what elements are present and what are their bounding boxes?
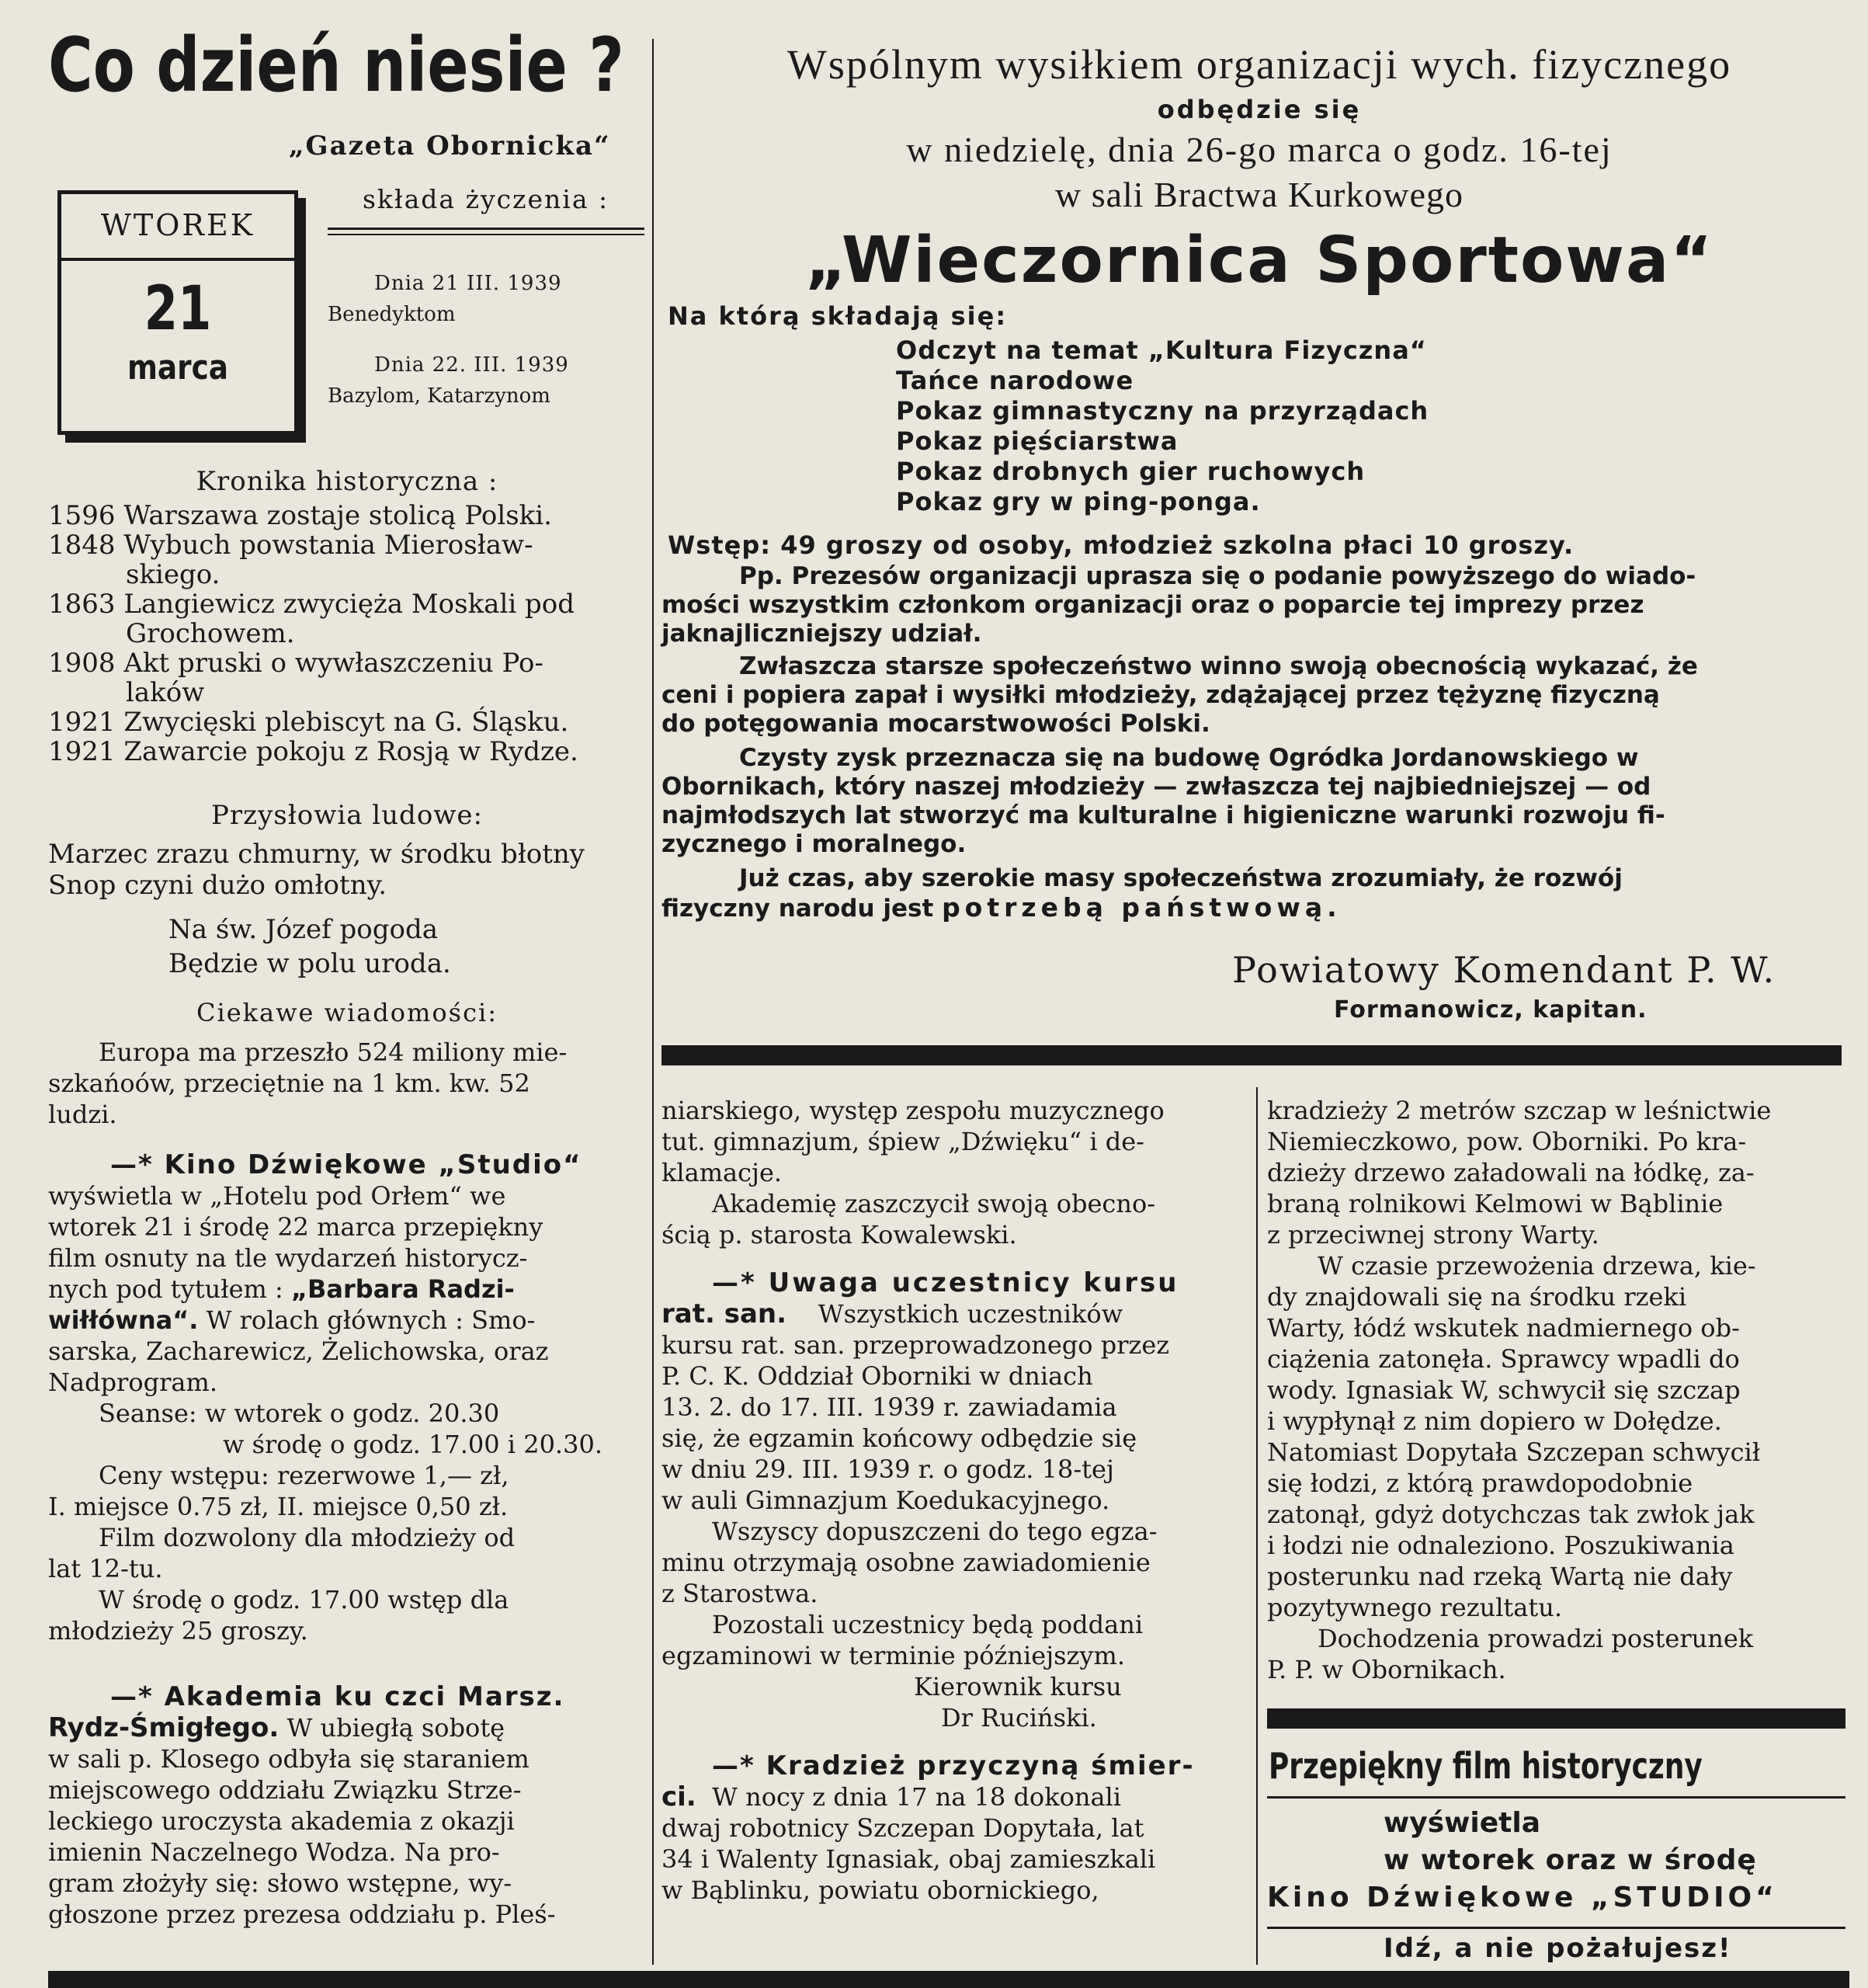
chronicle-entry (48, 648, 646, 678)
nameday-names: Bazylom, Katarzynom (328, 384, 550, 408)
event-para-2 (661, 652, 1853, 739)
col2-line: niarskiego, występ zespołu muzycznego (661, 1096, 1165, 1125)
signature-name: Formanowicz, kapitan. (1334, 996, 1648, 1024)
kino-line (48, 1274, 646, 1305)
event-program (896, 335, 1429, 517)
akademia-line: głoszone przez prezesa oddziału p. Pleś- (48, 1899, 556, 1929)
chronicle-cont: Grochowem. (126, 618, 295, 649)
col3-line: kradzieży 2 metrów szczap w leśnictwie (1267, 1096, 1772, 1125)
kino-line: Nadprogram. (48, 1368, 217, 1397)
program-item: Pokaz gry w ping-ponga. (896, 487, 1261, 516)
uwaga-headline: —* Uwaga uczestnicy kursu (712, 1267, 1179, 1298)
para-text: fizyczny narodu jest (661, 895, 934, 923)
col2-line: egzaminowi w terminie późniejszym. (661, 1641, 1125, 1670)
akademia-line (48, 1712, 646, 1743)
kino-line: Seanse: w wtorek o godz. 20.30 (99, 1399, 500, 1428)
col2-line: z Starostwa. (661, 1579, 818, 1608)
event-para-4 (661, 864, 1853, 923)
chronicle-year: 1921 (48, 736, 116, 767)
kino-text: nych pod tytułem : (48, 1274, 283, 1304)
kino-line: film osnuty na tle wydarzeń historycz- (48, 1243, 528, 1273)
para-line: do potęgowania mocarstwowości Polski. (661, 710, 1210, 738)
chronicle-year: 1921 (48, 707, 116, 738)
col3-line: i wypłynął z nim dopiero w Dołędze. (1267, 1406, 1722, 1436)
chronicle-list (48, 501, 646, 766)
announcement (661, 0, 1857, 1056)
kino-line: młodzieży 25 groszy. (48, 1616, 308, 1646)
kradziez-headline: —* Kradzież przyczyną śmier- (712, 1750, 1195, 1781)
col3-line: posterunku nad rzeką Wartą nie dały (1267, 1562, 1733, 1591)
chronicle-entry (48, 530, 646, 560)
curiosities-title: Ciekawe wiadomości: (196, 998, 498, 1027)
uwaga-headline-cont: rat. san. (661, 1298, 787, 1329)
event-entry-fee: Wstęp: 49 groszy od osoby, młodzież szkolna płaci 10 groszy. (668, 530, 1575, 560)
col3-line: się łodzi, z którą prawdopodobnie (1267, 1468, 1693, 1498)
kino-line: w środę o godz. 17.00 i 20.30. (223, 1430, 602, 1459)
kino-film-title: wiłłówna“. (48, 1305, 199, 1335)
program-item: Tańce narodowe (896, 366, 1134, 395)
col2-line: w auli Gimnazjum Koedukacyjnego. (661, 1486, 1110, 1515)
chronicle-text: Langiewicz zwycięża Moskali pod (123, 589, 575, 620)
nameday-1 (328, 268, 562, 330)
nameday-date: Dnia 22. III. 1939 (374, 353, 569, 377)
film-advert (1267, 1736, 1845, 1969)
chronicle-year: 1908 (48, 648, 116, 679)
page-bottom-rule (48, 1971, 1849, 1988)
chronicle-cont: laków (126, 677, 205, 708)
chronicle-entry (48, 737, 646, 766)
para-line: jaknajliczniejszy udział. (661, 620, 982, 648)
calendar-day: 21 (144, 274, 212, 344)
chronicle-cont: skiego. (126, 559, 220, 590)
para-line: najmłodszych lat stworzyć ma kulturalne i higieniczne warunki rozwoju fi- (661, 801, 1665, 829)
kino-line: Ceny wstępu: rezerwowe 1,— zł, (99, 1461, 509, 1490)
column-rule-left (652, 39, 654, 1965)
kino-line: W środę o godz. 17.00 wstęp dla (99, 1585, 509, 1614)
kino-line: Film dozwolony dla młodzieży od (99, 1523, 516, 1552)
akademia-text: W ubiegłą sobotę (286, 1713, 505, 1743)
nameday-date: Dnia 21 III. 1939 (374, 272, 562, 295)
calendar-month: marca (127, 348, 229, 388)
chronicle-text: Zawarcie pokoju z Rosją w Rydze. (123, 736, 578, 767)
nameday-2 (328, 349, 569, 412)
col2-line: P. C. K. Oddział Oborniki w dniach (661, 1361, 1093, 1391)
proverb-line: Snop czyni dużo omłotny. (48, 870, 387, 901)
kino-line: sarska, Zacharewicz, Żelichowska, oraz (48, 1336, 549, 1366)
chronicle-title: Kronika historyczna : (196, 466, 498, 497)
ad-line-4: Idź, a nie pożałujesz! (1384, 1933, 1732, 1964)
proverbs-2 (168, 912, 451, 981)
chronicle-entry (48, 589, 646, 619)
akademia-line: leckiego uroczysta akademia z okazji (48, 1806, 515, 1836)
program-item: Pokaz pięściarstwa (896, 426, 1179, 456)
col2-line: dwaj robotnicy Szczepan Dopytała, lat (661, 1813, 1144, 1843)
wishes-rule-2 (328, 234, 644, 235)
col3-line: Warty, łódź wskutek nadmiernego ob- (1267, 1313, 1740, 1343)
event-title: „Wieczornica Sportowa“ (804, 224, 1714, 297)
event-intro: Na którą składają się: (668, 301, 1008, 331)
proverbs-title: Przysłowia ludowe: (211, 800, 483, 831)
wishes-label: składa życzenia : (363, 184, 609, 214)
kino-line: lat 12-tu. (48, 1554, 163, 1583)
kino-text: W rolach głównych : Smo- (206, 1305, 536, 1335)
col3-line: Dochodzenia prowadzi posterunek (1318, 1624, 1754, 1653)
masthead-subtitle: „Gazeta Obornicka“ (289, 130, 611, 162)
curiosities-line: szkańoów, przeciętnie na 1 km. kw. 52 (48, 1069, 530, 1098)
akademia-line: imienin Naczelnego Wodza. Na pro- (48, 1837, 500, 1867)
para-line: Zwłaszcza starsze społeczeństwo winno swoją obecnością wykazać, że (739, 652, 1698, 680)
chronicle-year: 1848 (48, 530, 116, 561)
ad-line-2: w wtorek oraz w środę (1384, 1844, 1757, 1876)
proverb-line: Będzie w polu uroda. (168, 948, 451, 979)
chronicle-text: Wybuch powstania Mierosław- (123, 530, 533, 561)
col3-line: W czasie przewożenia drzewa, kie- (1318, 1251, 1756, 1281)
col2-line: Akademię zaszczycił swoją obecno- (712, 1189, 1156, 1218)
chronicle-text: Zwycięski plebiscyt na G. Śląsku. (123, 707, 569, 738)
para-line: Czysty zysk przeznacza się na budowę Ogródka Jordanowskiego w (739, 744, 1639, 772)
nameday-names: Benedyktom (328, 303, 456, 326)
akademia-line: w sali p. Klosego odbyła się staraniem (48, 1744, 529, 1774)
kino-line: wtorek 21 i środę 22 marca przepiękny (48, 1212, 543, 1242)
akademia-headline: —* Akademia ku czci Marsz. (110, 1681, 565, 1712)
wishes-rule (328, 228, 644, 230)
col2-line: Pozostali uczestnicy będą poddani (712, 1610, 1144, 1639)
col3-line: P. P. w Obornikach. (1267, 1655, 1506, 1684)
signature-title: Powiatowy Komendant P. W. (1232, 949, 1776, 991)
ad-title-rule (1267, 1796, 1845, 1799)
para-line: Obornikach, który naszej młodzieży — zwłaszcza tej najbiedniejszej — od (661, 773, 1651, 801)
program-item: Odczyt na temat „Kultura Fizyczna“ (896, 335, 1427, 365)
akademia-headline-cont: Rydz-Śmigłego. (48, 1712, 280, 1743)
chronicle-entry (48, 501, 646, 530)
kino-line: I. miejsce 0.75 zł, II. miejsce 0,50 zł. (48, 1492, 509, 1521)
announcement-line-2: odbędzie się (1157, 95, 1362, 124)
para-emphasis: potrzebą państwową. (942, 892, 1342, 923)
col2-line: tut. gimnazjum, śpiew „Dźwięku“ i de- (661, 1127, 1144, 1156)
akademia-article (48, 1681, 646, 1930)
akademia-line: miejscowego oddziału Związku Strze- (48, 1775, 522, 1805)
masthead-title: Co dzień niesie ? (48, 22, 624, 109)
col2-line: minu otrzymają osobne zawiadomienie (661, 1548, 1151, 1577)
announcement-line-1: Wspólnym wysiłkiem organizacji wych. fizycznego (786, 41, 1732, 88)
ad-top-rule (1267, 1708, 1845, 1729)
chronicle-text: Akt pruski o wywłaszczeniu Po- (123, 648, 543, 679)
col3-line: wody. Ignasiak W, schwycił się szczap (1267, 1375, 1741, 1405)
para-line: mości wszystkim członkom organizacji oraz o poparcie tej imprezy przez (661, 591, 1644, 619)
akademia-line: gram złożyły się: słowo wstępne, wy- (48, 1868, 512, 1898)
chronicle-year: 1596 (48, 500, 116, 531)
col3-line: zatonął, gdyż dotychczas tak zwłok jak (1267, 1500, 1755, 1529)
col3-line: braną rolnikowi Kelmowi w Bąblinie (1267, 1189, 1724, 1218)
col2-line: klamacje. (661, 1158, 783, 1187)
event-para-1 (661, 562, 1853, 648)
program-item: Pokaz drobnych gier ruchowych (896, 457, 1366, 486)
col3-line: z przeciwnej strony Warty. (1267, 1220, 1599, 1249)
curiosities-body (48, 1037, 567, 1130)
para-line: zycznego i moralnego. (661, 830, 967, 858)
ad-line-1: wyświetla (1384, 1807, 1541, 1839)
para-line: Już czas, aby szerokie masy społeczeństwa zrozumiały, że rozwój (739, 864, 1623, 892)
col3-line: Niemieczkowo, pow. Oborniki. Po kra- (1267, 1127, 1747, 1156)
program-item: Pokaz gimnastyczny na przyrządach (896, 396, 1429, 426)
curiosities-line: ludzi. (48, 1100, 117, 1129)
chronicle-text: Warszawa zostaje stolicą Polski. (123, 500, 552, 531)
middle-column (661, 1095, 1248, 1906)
kino-line (48, 1305, 646, 1336)
announcement-line-3: w niedzielę, dnia 26-go marca o godz. 16-tej (906, 130, 1613, 169)
curiosities-line: Europa ma przeszło 524 miliony mie- (99, 1037, 568, 1067)
kino-line: wyświetla w „Hotelu pod Orłem“ we (48, 1181, 506, 1211)
col3-line: Natomiast Dopytała Szczepan schwycił (1267, 1437, 1761, 1467)
kradziez-headline-cont: ci. (661, 1781, 696, 1812)
col2-line: kursu rat. san. przeprowadzonego przez (661, 1330, 1170, 1360)
col3-line: ciążenia zatonęła. Sprawcy wpadli do (1267, 1344, 1740, 1374)
col2-line (661, 1781, 1248, 1812)
para-line: ceni i popiera zapał i wysiłki młodzieży, zdążającej przez tężyznę fizyczną (661, 681, 1660, 709)
announcement-bottom-rule (661, 1045, 1842, 1065)
col2-line: 34 i Walenty Ignasiak, obaj zamieszkali (661, 1844, 1156, 1874)
chronicle-year: 1863 (48, 589, 116, 620)
kino-article (48, 1149, 646, 1646)
calendar-weekday: WTOREK (100, 208, 255, 242)
para-line: Pp. Prezesów organizacji uprasza się o podanie powyższego do wiado- (739, 562, 1696, 590)
col3-line: dy znajdowali się na środku rzeki (1267, 1282, 1687, 1312)
col2-line: w Bąblinku, powiatu obornickiego, (661, 1875, 1099, 1905)
left-column (48, 0, 646, 1972)
proverb-line: Na św. Józef pogoda (168, 914, 438, 945)
col2-line: w dniu 29. III. 1939 r. o godz. 18-tej (661, 1455, 1114, 1484)
calendar-box (57, 190, 298, 435)
chronicle-entry (48, 707, 646, 737)
announcement-line-4: w sali Bractwa Kurkowego (1054, 175, 1464, 214)
proverb-line: Marzec zrazu chmurny, w środku błotny (48, 839, 585, 870)
col3-line: dzieży drzewo załadowali na łódkę, za- (1267, 1158, 1755, 1187)
col2-text: W nocy z dnia 17 na 18 dokonali (712, 1782, 1121, 1812)
col3-line: i łodzi nie odnaleziono. Poszukiwania (1267, 1531, 1734, 1560)
col2-line: Wszyscy dopuszczeni do tego egza- (712, 1517, 1158, 1546)
ad-line-3: Kino Dźwiękowe „STUDIO“ (1267, 1882, 1778, 1913)
col2-line: się, że egzamin końcowy odbędzie się (661, 1423, 1137, 1453)
ad-title: Przepiękny film historyczny (1269, 1745, 1703, 1787)
col2-text: Wszystkich uczestników (818, 1299, 1123, 1329)
col2-line: 13. 2. do 17. III. 1939 r. zawiadamia (661, 1392, 1117, 1422)
kino-headline: —* Kino Dźwiękowe „Studio“ (110, 1149, 582, 1180)
col2-line (661, 1298, 1248, 1329)
column-rule-right (1256, 1087, 1258, 1965)
col2-line: ścią p. starosta Kowalewski. (661, 1220, 1017, 1249)
col2-line: Dr Ruciński. (941, 1703, 1097, 1733)
event-para-3 (661, 744, 1853, 859)
proverbs-1 (48, 839, 585, 901)
col3-line: pozytywnego rezultatu. (1267, 1593, 1562, 1622)
kino-film-title: „Barbara Radzi- (290, 1274, 515, 1304)
right-column (1267, 1095, 1857, 1685)
ad-bottom-rule (1267, 1927, 1845, 1929)
col2-line: Kierownik kursu (914, 1672, 1122, 1701)
para-line (661, 893, 1853, 923)
